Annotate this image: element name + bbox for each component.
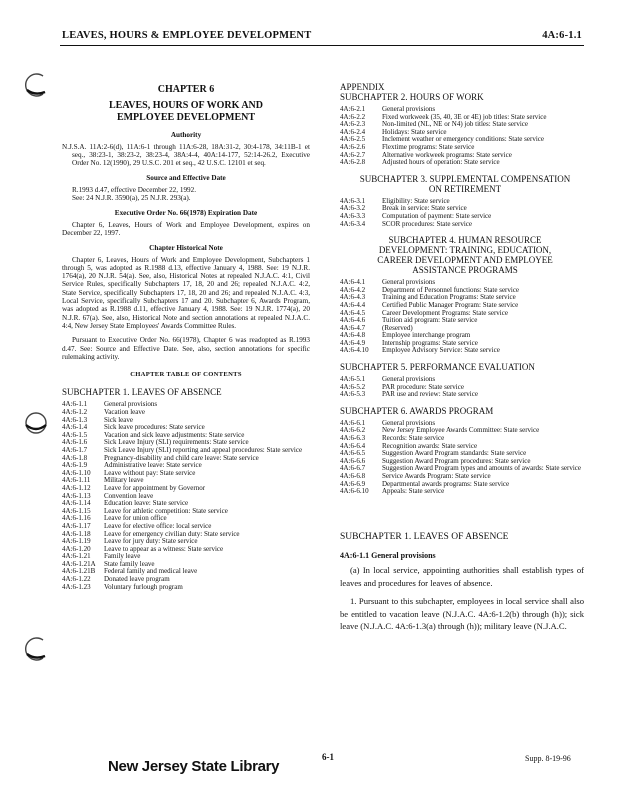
toc-entry-title: General provisions	[382, 105, 436, 113]
historical-note-heading: Chapter Historical Note	[149, 244, 223, 253]
running-header-title: LEAVES, HOURS & EMPLOYEE DEVELOPMENT	[62, 30, 312, 41]
toc-entry-number: 4A:6-1.8	[62, 453, 88, 462]
toc-entry-number: 4A:6-4.3	[340, 293, 366, 302]
toc-entry-title: Suggestion Award Program standards: State service	[382, 449, 527, 458]
toc-entry-number: 4A:6-6.5	[340, 449, 366, 458]
toc-entry-number: 4A:6-5.1	[340, 375, 366, 384]
toc-entry-number: 4A:6-1.23	[62, 582, 91, 591]
toc-entry-number: 4A:6-1.16	[62, 514, 91, 523]
toc-entry-title: Employee Advisory Service: State service	[382, 346, 500, 355]
source-line: See: 24 N.J.R. 3590(a), 25 N.J.R. 293(a).	[72, 194, 191, 203]
toc-entry-number: 4A:6-4.6	[340, 316, 366, 325]
toc-entry-title: General provisions	[382, 418, 436, 427]
toc-entry-number: 4A:6-1.7	[62, 445, 88, 454]
toc-entry	[62, 470, 310, 478]
section-heading: 4A:6-1.1 General provisions	[340, 550, 436, 560]
toc-entry-title: Records: State service	[382, 434, 445, 443]
toc-list	[340, 279, 584, 355]
toc-entry-number: 4A:6-6.4	[340, 441, 366, 450]
toc-entry-title: Appeals: State service	[382, 487, 445, 496]
subchapter-heading: SUBCHAPTER 4. HUMAN RESOURCE DEVELOPMENT: TRAINING, EDUCATION, CAREER DEVELOPMENT AND EMPLOYEE ASSISTANCE PROGRAMS	[377, 235, 553, 276]
toc-entry-title: State family leave	[104, 559, 155, 568]
toc-entry	[62, 508, 310, 516]
body-paragraph: (a) In local service, appointing authorities shall establish types of leaves and procedures for leaves of absence.	[340, 565, 584, 588]
toc-entry-number: 4A:6-6.6	[340, 456, 366, 465]
running-header	[62, 30, 582, 44]
toc-entry	[62, 409, 310, 417]
subchapter-heading: SUBCHAPTER 2. HOURS OF WORK	[340, 92, 484, 102]
toc-entry	[62, 568, 310, 576]
toc-entry-title: Federal family and medical leave	[104, 567, 198, 576]
toc-entry	[340, 317, 584, 325]
toc-entry-number: 4A:6-1.3	[62, 415, 88, 424]
subchapter-heading: SUBCHAPTER 5. PERFORMANCE EVALUATION	[340, 362, 535, 373]
toc-list	[340, 420, 584, 496]
toc-entry-number: 4A:6-6.10	[340, 487, 369, 496]
header-rule	[60, 45, 584, 46]
toc-entry-number: 4A:6-2.1	[340, 105, 366, 113]
left-column	[62, 86, 310, 591]
toc-entry-number: 4A:6-1.9	[62, 461, 88, 470]
chapter-number: CHAPTER 6	[157, 84, 215, 95]
body-subchapter-heading: SUBCHAPTER 1. LEAVES OF ABSENCE	[340, 531, 509, 542]
toc-entry-title: Holidays: State service	[382, 127, 447, 136]
toc-entry	[340, 391, 584, 399]
authority-heading: Authority	[170, 131, 202, 140]
toc-entry	[340, 347, 584, 355]
toc-entry-title: Break in service: State service	[382, 204, 467, 213]
toc-entry-number: 4A:6-2.5	[340, 135, 366, 144]
toc-entry	[62, 553, 310, 561]
page-number: 6-1	[322, 752, 334, 762]
toc-entry-number: 4A:6-6.1	[340, 418, 366, 427]
toc-entry-number: 4A:6-3.3	[340, 211, 366, 220]
toc-entry-title: Career Development Programs: State service	[382, 308, 508, 317]
toc-entry-number: 4A:6-4.10	[340, 346, 369, 355]
binder-hole-icon	[23, 636, 49, 662]
toc-heading: CHAPTER TABLE OF CONTENTS	[130, 371, 242, 379]
toc-entry-title: Inclement weather or emergency conditions: State service	[382, 135, 544, 144]
authority-text: N.J.S.A. 11A:2-6(d), 11A:6-1 through 11A:6-28, 18A:31-2, 30:4-178, 34:11B-1 et seq., 38:23-1, 38:23-2, 38:23-4, 38A:4-4, 40A:14-177, 52:14-26.2, Executive Order No. 12(1990), 29 U.S.C. 201 et seq., 42 U.S.C. 12101 et seq.	[62, 142, 310, 168]
toc-entry-number: 4A:6-4.1	[340, 278, 366, 287]
toc-entry-title: (Reserved)	[382, 323, 413, 332]
toc-entry-number: 4A:6-1.1	[62, 400, 88, 409]
toc-entry	[340, 427, 584, 435]
toc-entry-number: 4A:6-2.4	[340, 127, 366, 136]
toc-entry-number: 4A:6-3.4	[340, 219, 366, 228]
toc-entry-number: 4A:6-6.9	[340, 479, 366, 488]
toc-entry-title: Leave for appointment by Governor	[104, 483, 206, 492]
toc-entry-title: General provisions	[382, 375, 436, 384]
toc-entry-title: Leave for athletic competition: State service	[104, 506, 228, 515]
toc-entry-title: Voluntary furlough program	[104, 582, 183, 591]
toc-entry-title: Eligibility: State service	[382, 196, 450, 205]
body-paragraph: 1. Pursuant to this subchapter, employees in local service shall also be entitled to vacation leave (N.J.A.C. 4A:6-1.2(b) through (h)); sick leave (N.J.A.C. 4A:6-1.3(a) through (h)); military leave (N.J.A.C.	[340, 596, 584, 632]
toc-entry	[340, 488, 584, 496]
toc-entry-title: SCOR procedures: State service	[382, 219, 473, 228]
toc-entry-title: Leave without pay: State service	[104, 468, 196, 477]
toc-entry-number: 4A:6-1.22	[62, 575, 91, 584]
toc-entry	[340, 221, 584, 229]
toc-entry-title: Non-limited (NL, NE or N4) job titles: State service	[382, 120, 528, 129]
binder-hole-icon	[23, 410, 49, 436]
toc-entry-title: Sick Leave Injury (SLI) requirements: State service	[104, 438, 249, 447]
toc-entry-title: Donated leave program	[104, 575, 170, 584]
toc-entry-title: Recognition awards: State service	[382, 441, 478, 450]
supplement-date: Supp. 8-19-96	[525, 754, 571, 763]
toc-list	[340, 106, 584, 167]
toc-entry-number: 4A:6-5.2	[340, 382, 366, 391]
toc-entry-number: 4A:6-1.15	[62, 506, 91, 515]
toc-entry-number: 4A:6-1.5	[62, 430, 88, 439]
toc-entry-number: 4A:6-4.8	[340, 331, 366, 340]
toc-entry-title: Department of Personnel functions: State service	[382, 285, 520, 294]
toc-entry-number: 4A:6-1.19	[62, 537, 91, 546]
toc-entry-title: Leave to appear as a witness: State service	[104, 544, 224, 553]
toc-entry-title: Leave for union office	[104, 514, 167, 523]
library-stamp: New Jersey State Library	[108, 758, 280, 775]
appendix-label: APPENDIX	[340, 82, 385, 92]
running-header-section: 4A:6-1.1	[542, 30, 582, 41]
toc-entry-title: Training and Education Programs: State service	[382, 293, 516, 302]
toc-entry-number: 4A:6-2.7	[340, 150, 366, 159]
toc-entry-title: Tuition aid program: State service	[382, 316, 478, 325]
toc-entry	[62, 584, 310, 592]
toc-entry-title: Adjusted hours of operation: State service	[382, 158, 500, 167]
toc-entry-number: 4A:6-6.8	[340, 472, 366, 480]
toc-entry-number: 4A:6-1.11	[62, 476, 91, 485]
toc-entry	[340, 481, 584, 489]
toc-entry-number: 4A:6-2.2	[340, 112, 366, 121]
toc-entry	[340, 159, 584, 167]
toc-entry-title: PAR use and review: State service	[382, 390, 478, 399]
toc-entry-number: 4A:6-4.2	[340, 285, 366, 294]
toc-entry-number: 4A:6-2.3	[340, 120, 366, 129]
subchapter-heading: SUBCHAPTER 1. LEAVES OF ABSENCE	[62, 387, 222, 398]
toc-entry-title: Leave for emergency civilian duty: State service	[104, 529, 240, 538]
toc-entry-number: 4A:6-1.17	[62, 521, 91, 530]
toc-entry-title: Certified Public Manager Program: State service	[382, 300, 519, 309]
exec-order-heading: Executive Order No. 66(1978) Expiration Date	[114, 209, 258, 218]
toc-entry	[62, 546, 310, 554]
toc-entry-number: 4A:6-1.18	[62, 529, 91, 538]
toc-entry-number: 4A:6-1.20	[62, 544, 91, 553]
toc-entry-title: Leave for elective office: local service	[104, 521, 212, 530]
toc-entry-title: General provisions	[104, 400, 158, 409]
toc-entry-number: 4A:6-6.3	[340, 434, 366, 443]
toc-entry-title: Service Awards Program: State service	[382, 472, 491, 480]
toc-entry-title: Sick Leave Injury (SLI) reporting and appeal procedures: State service	[104, 445, 303, 454]
chapter-title: LEAVES, HOURS OF WORK AND EMPLOYEE DEVELOPMENT	[108, 100, 263, 123]
toc-entry-title: Suggestion Award Program types and amounts of awards: State service	[382, 464, 582, 473]
historical-note-text: Pursuant to Executive Order No. 66(1978), Chapter 6 was readopted as R.1993 d.47. See: Source and Effective Date. See, also, section annotations for specific rulemaking activity.	[62, 336, 310, 361]
toc-entry-title: Pregnancy-disability and child care leave: State service	[104, 453, 259, 462]
exec-order-text: Chapter 6, Leaves, Hours of Work and Employee Development, expires on December 22, 1997.	[62, 220, 310, 237]
toc-entry-number: 4A:6-4.7	[340, 323, 366, 332]
toc-entry-number: 4A:6-1.12	[62, 483, 91, 492]
toc-entry-number: 4A:6-5.3	[340, 390, 366, 399]
toc-entry-title: Suggestion Award Program procedures: State service	[382, 456, 531, 465]
toc-entry-title: New Jersey Employee Awards Committee: State service	[382, 426, 540, 435]
toc-entry-title: General provisions	[382, 278, 436, 287]
toc-entry-number: 4A:6-4.5	[340, 308, 366, 317]
toc-entry-title: Departmental awards programs: State service	[382, 479, 510, 488]
toc-entry-title: Computation of payment: State service	[382, 211, 492, 220]
toc-entry-number: 4A:6-1.21A	[62, 559, 96, 568]
toc-entry-number: 4A:6-4.9	[340, 338, 366, 347]
toc-entry-title: Flextime programs: State service	[382, 142, 475, 151]
toc-entry-number: 4A:6-1.4	[62, 423, 88, 432]
toc-entry-title: Vacation and sick leave adjustments: State service	[104, 430, 245, 439]
toc-entry	[62, 576, 310, 584]
toc-entry-number: 4A:6-1.21B	[62, 567, 96, 576]
toc-entry-number: 4A:6-4.4	[340, 300, 366, 309]
toc-entry	[340, 121, 584, 129]
toc-entry	[62, 485, 310, 493]
toc-entry-number: 4A:6-1.6	[62, 438, 88, 447]
toc-entry-number: 4A:6-1.2	[62, 408, 88, 417]
toc-list	[340, 198, 584, 228]
toc-entry-title: Sick leave procedures: State service	[104, 423, 205, 432]
toc-entry-title: Employee interchange program	[382, 331, 471, 340]
toc-entry-title: Education leave: State service	[104, 499, 189, 508]
historical-note-text: Chapter 6, Leaves, Hours of Work and Employee Development, Subchapters 1 through 5, was adopted as R.1988 d.13, effective January 4, 1988. See: 19 N.J.R. 1764(a), 20 N.J.R. 54(a). See, also, Historical Notes at repealed N.J.A.C. 4:1, Civil Service Rules, specifically Subchapters 17, 18, 20 and 26; repealed N.J.A.C. 4:2, State Service, specifically Subchapters 17, 18, 20 and 26; and repealed N.J.A.C. 4:3, Local Service, specifically Subchapters 17 and 20. Subchapter 6, Awards Program, was adopted as R.1988 d.11, effective January 4, 1988. See: 19 N.J.R. 1774(a), 20 N.J.R. 67(a). See, also, Historical Note and section annotations at repealed N.J.A.C. 4:4, New Jersey State Employees' Awards Committee Rules.	[62, 255, 310, 330]
toc-list	[340, 376, 584, 399]
toc-entry-title: Vacation leave	[104, 408, 146, 417]
toc-entry-title: Administrative leave: State service	[104, 461, 202, 470]
binder-hole-icon	[23, 72, 49, 98]
toc-entry-title: PAR procedure: State service	[382, 382, 464, 391]
toc-entry-number: 4A:6-3.1	[340, 196, 366, 205]
toc-entry-number: 4A:6-2.8	[340, 158, 366, 167]
toc-entry-number: 4A:6-1.21	[62, 552, 91, 561]
source-heading: Source and Effective Date	[146, 174, 226, 183]
toc-entry-number: 4A:6-2.6	[340, 142, 366, 151]
toc-entry-number: 4A:6-3.2	[340, 204, 366, 213]
toc-entry-title: Internship programs: State service	[382, 338, 478, 347]
source-line: R.1993 d.47, effective December 22, 1992.	[72, 185, 197, 194]
toc-entry-title: Sick leave	[104, 415, 133, 424]
toc-entry-title: Convention leave	[104, 491, 154, 500]
toc-entry-title: Leave for jury duty: State service	[104, 537, 198, 546]
toc-entry-number: 4A:6-1.14	[62, 499, 91, 508]
toc-entry	[62, 401, 310, 409]
toc-entry-number: 4A:6-1.13	[62, 491, 91, 500]
toc-entry-number: 4A:6-6.7	[340, 464, 366, 473]
subchapter-heading: SUBCHAPTER 6. AWARDS PROGRAM	[340, 405, 494, 416]
toc-entry-title: Military leave	[104, 476, 144, 485]
subchapter-heading: SUBCHAPTER 3. SUPPLEMENTAL COMPENSATION ON RETIREMENT	[359, 173, 571, 194]
toc-entry-title: Family leave	[104, 552, 141, 561]
toc-entry-title: Alternative workweek programs: State service	[382, 150, 512, 159]
toc-entry-title: Fixed workweek (35, 40, 3E or 4E) job titles: State service	[382, 112, 547, 121]
toc-list	[62, 401, 310, 591]
toc-entry-number: 4A:6-6.2	[340, 426, 366, 435]
right-column	[340, 82, 584, 633]
toc-entry-number: 4A:6-1.10	[62, 468, 91, 477]
